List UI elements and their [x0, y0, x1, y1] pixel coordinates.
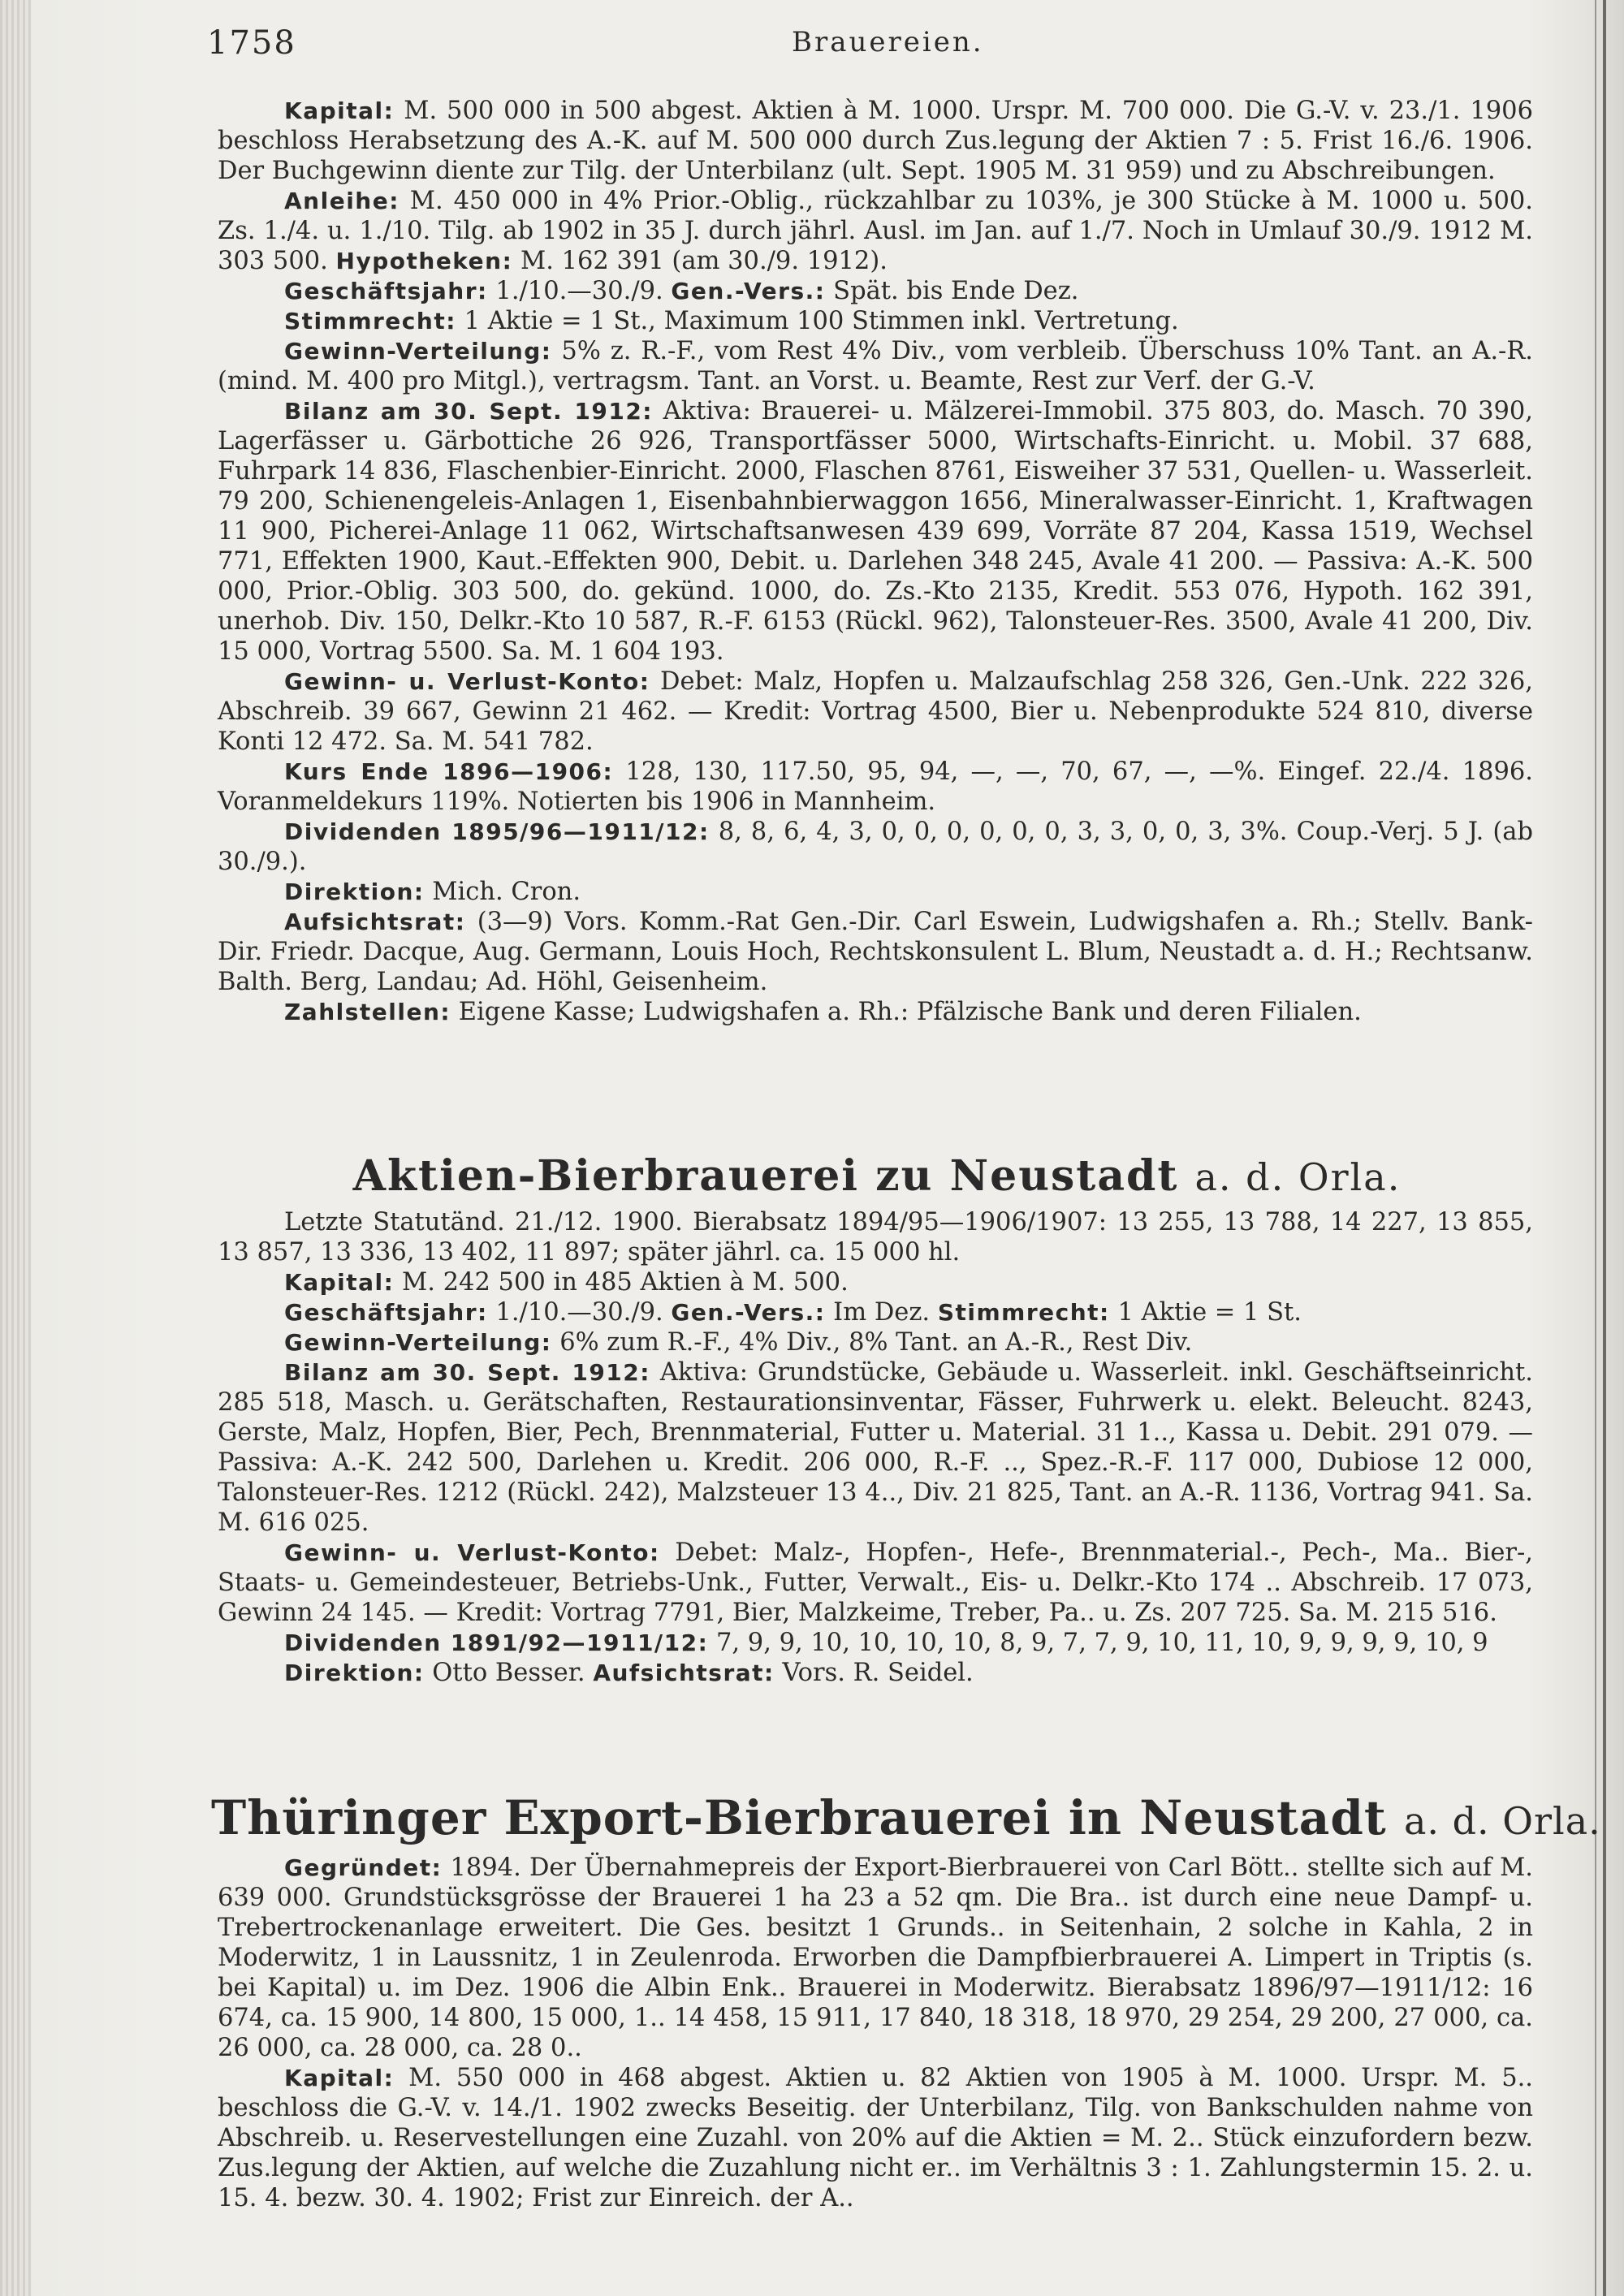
entry-kapital: Kapital: M. 242 500 in 485 Aktien à M. 500. [284, 1268, 849, 1297]
entry-gewinn-verlust: Gewinn- u. Verlust-Konto: Debet: Malz, Hopfen u. Malzaufschlag 258 326, Gen.-Unk. 222 326, Abschreib. 39 667, Gewinn 21 462. — Kredit: Vortrag 4500, Bier u. Nebenprodukte 524 810, diverse Konti 12 472. Sa. M. 541 782. [218, 667, 1533, 756]
entry-gegruendet: Gegründet: 1894. Der Übernahmepreis der Export-Bierbrauerei von Carl Bött.. stellte sich auf M. 639 000. Grundstücksgrösse der Brauerei 1 ha 23 a 52 qm. Die Bra.. ist durch eine neue Dampf- u. Trebertrockenanlage erweitert. Die Ges. besitzt 1 Grunds.. in Seitenhain, 2 solche in Kahla, 2 in Moderwitz, 1 in Laussnitz, 1 in Zeulenroda. Erworben die Dampfbierbrauerei A. Limpert in Triptis (s. bei Kapital) u. im Dez. 1906 die Albin Enk.. Brauerei in Moderwitz. Bierabsatz 1896/97—1911/12: 16 674, ca. 15 900, 14 800, 15 000, 1.. 14 458, 15 911, 17 840, 18 318, 18 970, 29 254, 29 200, 27 000, ca. 26 000, ca. 28 000, ca. 28 0.. [218, 1854, 1533, 2062]
entry-bilanz: Bilanz am 30. Sept. 1912: Aktiva: Brauerei- u. Mälzerei-Immobil. 375 803, do. Masch. 70 390, Lagerfässer u. Gärbottiche 26 926, Transportfässer 5000, Wirtschafts-Einricht. u. Mobil. 37 688, Fuhrpark 14 836, Flaschenbier-Einricht. 2000, Flaschen 8761, Eisweiher 37 531, Quellen- u. Wasserleit. 79 200, Schienengeleis-Anlagen 1, Eisenbahnbierwaggon 1656, Mineralwasser-Einricht. 1, Kraftwagen 11 900, Picherei-Anlage 11 062, Wirtschaftsanwesen 439 699, Vorräte 87 204, Kassa 1519, Wechsel 771, Effekten 1900, Kaut.-Effekten 900, Debit. u. Darlehen 348 245, Avale 41 200. — Passiva: A.-K. 500 000, Prior.-Oblig. 303 500, do. gekünd. 1000, do. Zs.-Kto 2135, Kredit. 553 076, Hypoth. 162 391, unerhob. Div. 150, Delkr.-Kto 10 587, R.-F. 6153 (Rückl. 962), Talonsteuer-Res. 3500, Avale 41 200, Div. 15 000, Vortrag 5500. Sa. M. 1 604 193. [218, 397, 1533, 666]
entry-kurs: Kurs Ende 1896—1906: 128, 130, 117.50, 95, 94, —, —, 70, 67, —, —%. Eingef. 22./4. 1896. Voranmeldekurs 119%. Notierten bis 1906 in Mannheim. [218, 757, 1533, 816]
entry-aufsichtsrat: Aufsichtsrat: (3—9) Vors. Komm.-Rat Gen.-Dir. Carl Eswein, Ludwigshafen a. Rh.; Stellv. Bank-Dir. Friedr. Dacque, Aug. Germann, Louis Hoch, Rechtskonsulent L. Blum, Neustadt a. d. H.; Rechtsanw. Balth. Berg, Landau; Ad. Höhl, Geisenheim. [218, 908, 1533, 996]
section-heading-aktien-bierbrauerei: Aktien-Bierbrauerei zu Neustadt a. d. Orla. [352, 1151, 1402, 1201]
entry-stimmrecht: Stimmrecht: 1 Aktie = 1 St., Maximum 100 Stimmen inkl. Vertretung. [284, 307, 1179, 335]
section-brauerei-continued [218, 96, 1533, 1027]
entry-statutaend: Letzte Statutänd. 21./12. 1900. Bierabsatz 1894/95—1906/1907: 13 255, 13 788, 14 227, 13 855, 13 857, 13 336, 13 402, 11 897; später jährl. ca. 15 000 hl. [218, 1208, 1533, 1267]
entry-gewinn-verlust: Gewinn- u. Verlust-Konto: Debet: Malz-, Hopfen-, Hefe-, Brennmaterial.-, Pech-, Ma.. Bier-, Staats- u. Gemeindesteuer, Betriebs-Unk., Futter, Verwalt., Eis- u. Delkr.-Kto 174 .. Abschreib. 17 073, Gewinn 24 145. — Kredit: Vortrag 7791, Bier, Malzkeime, Treber, Pa.. u. Zs. 207 725. Sa. M. 215 516. [218, 1539, 1533, 1627]
section-thueringer-export [218, 1853, 1533, 2213]
entry-direktion: Direktion: Otto Besser. Aufsichtsrat: Vors. R. Seidel. [284, 1659, 974, 1687]
section-heading-thueringer-export: Thüringer Export-Bierbrauerei in Neustadt a. d. Orla. [211, 1790, 1601, 1845]
page-header [207, 24, 1522, 65]
entry-geschaeftsjahr: Geschäftsjahr: 1./10.—30./9. Gen.-Vers.: Spät. bis Ende Dez. [284, 277, 1079, 305]
entry-kapital: Kapital: M. 550 000 in 468 abgest. Aktien u. 82 Aktien von 1905 à M. 1000. Urspr. M. 5.. beschloss die G.-V. v. 14./1. 1902 zwecks Beseitig. der Unterbilanz, Tilg. von Bankschulden nahme von Abschreib. u. Reservestellungen eine Zuzahl. von 20% auf die Aktien = M. 2.. Stück einzufordern bezw. Zus.legung der Aktien, auf welche die Zuzahlung nicht er.. im Verhältnis 3 : 1. Zahlungstermin 15. 2. u. 15. 4. bezw. 30. 4. 1902; Frist zur Einreich. der A.. [218, 2064, 1533, 2212]
entry-zahlstellen: Zahlstellen: Eigene Kasse; Ludwigshafen a. Rh.: Pfälzische Bank und deren Filialen. [284, 998, 1362, 1026]
entry-geschaeftsjahr: Geschäftsjahr: 1./10.—30./9. Gen.-Vers.: Im Dez. Stimmrecht: 1 Aktie = 1 St. [284, 1298, 1302, 1327]
entry-bilanz: Bilanz am 30. Sept. 1912: Aktiva: Grundstücke, Gebäude u. Wasserleit. inkl. Geschäftseinricht. 285 518, Masch. u. Gerätschaften, Restaurationsinventar, Fässer, Fuhrwerk u. elekt. Beleucht. 8243, Gerste, Malz, Hopfen, Bier, Pech, Brennmaterial, Futter u. Material. 31 1.., Kassa u. Debit. 291 079. — Passiva: A.-K. 242 500, Darlehen u. Kredit. 206 000, R.-F. .., Spez.-R.-F. 117 000, Dubiose 12 000, Talonsteuer-Res. 1212 (Rückl. 242), Malzsteuer 13 4.., Div. 21 825, Tant. an A.-R. 1136, Vortrag 941. Sa. M. 616 025. [218, 1358, 1533, 1537]
entry-kapital: Kapital: M. 500 000 in 500 abgest. Aktien à M. 1000. Urspr. M. 700 000. Die G.-V. v. 23./1. 1906 beschloss Herabsetzung des A.-K. auf M. 500 000 durch Zus.legung der Aktien 7 : 5. Frist 16./6. 1906. Der Buchgewinn diente zur Tilg. der Unterbilanz (ult. Sept. 1905 M. 31 959) und zu Abschreibungen. [218, 97, 1533, 185]
page-binding-shadow [0, 0, 31, 2296]
entry-dividenden: Dividenden 1895/96—1911/12: 8, 8, 6, 4, 3, 0, 0, 0, 0, 0, 0, 3, 3, 0, 0, 3, 3%. Coup.-Verj. 5 J. (ab 30./9.). [218, 818, 1533, 876]
section-aktien-bierbrauerei [218, 1207, 1533, 1688]
entry-dividenden: Dividenden 1891/92—1911/12: 7, 9, 9, 10, 10, 10, 10, 8, 9, 7, 7, 9, 10, 11, 10, 9, 9, 9, 9, 10, 9 [284, 1629, 1488, 1657]
entry-gewinn-verteilung: Gewinn-Verteilung: 5% z. R.-F., vom Rest 4% Div., vom verbleib. Überschuss 10% Tant. an A.-R. (mind. M. 400 pro Mitgl.), vertragsm. Tant. an Vorst. u. Beamte, Rest zur Verf. der G.-V. [218, 337, 1533, 395]
running-title: Brauereien. [792, 26, 984, 58]
page-edge-shadow [1595, 0, 1596, 2296]
page-number: 1758 [207, 24, 296, 62]
page-edge-line [1603, 0, 1606, 2296]
entry-gewinn-verteilung: Gewinn-Verteilung: 6% zum R.-F., 4% Div., 8% Tant. an A.-R., Rest Div. [284, 1328, 1193, 1357]
entry-direktion: Direktion: Mich. Cron. [284, 878, 581, 906]
entry-anleihe: Anleihe: M. 450 000 in 4% Prior.-Oblig., rückzahlbar zu 103%, je 300 Stücke à M. 1000 u. 500. Zs. 1./4. u. 1./10. Tilg. ab 1902 in 35 J. durch jährl. Ausl. im Jan. auf 1./7. Noch in Umlauf 30./9. 1912 M. 303 500. Hypotheken: M. 162 391 (am 30./9. 1912). [218, 187, 1533, 275]
